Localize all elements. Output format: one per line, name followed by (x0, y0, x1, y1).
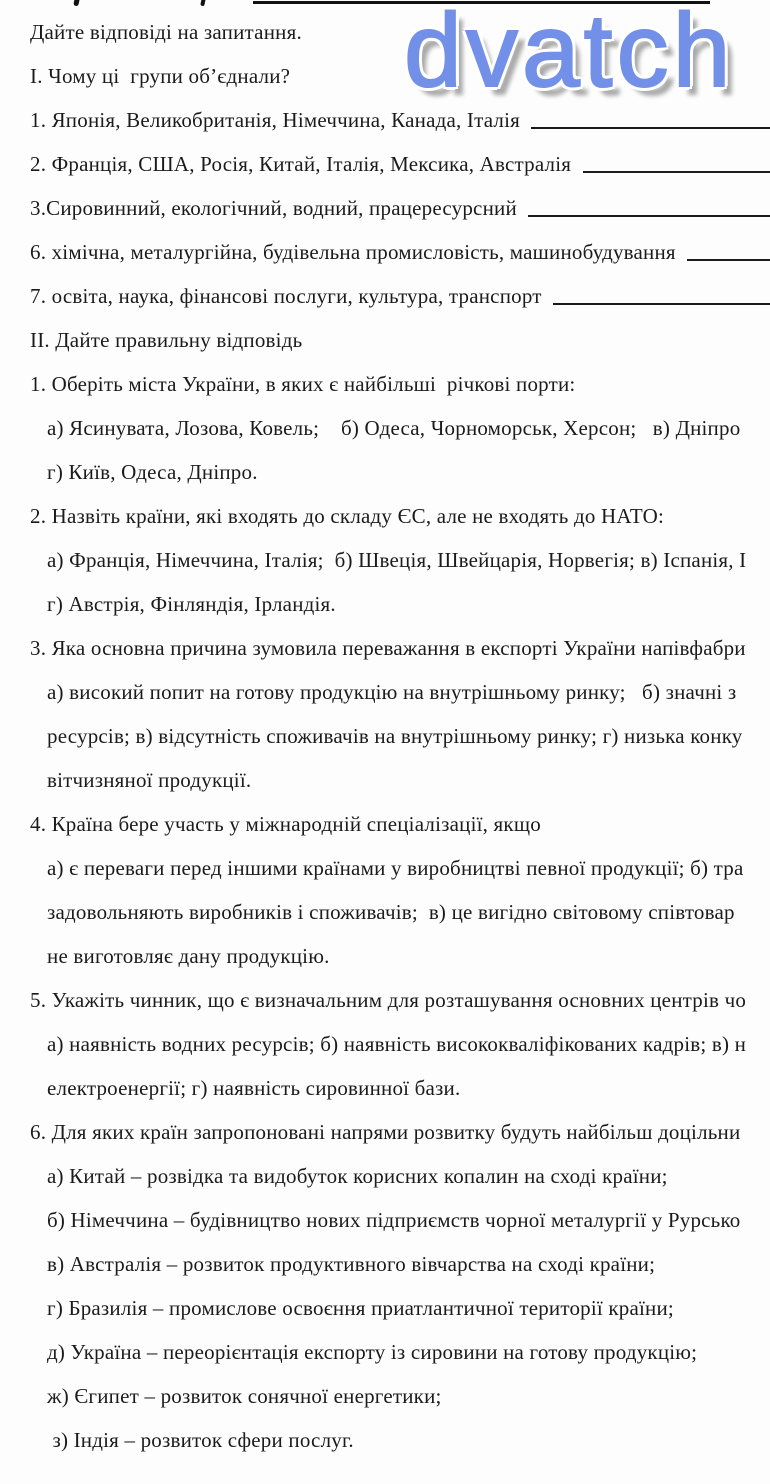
answer-blank-line (553, 303, 770, 305)
part2-q4-options-line3 (0, 934, 770, 978)
part2-q4 (0, 802, 770, 846)
answer-blank-line (687, 259, 770, 261)
line-text: 2. Франція, США, Росія, Китай, Італія, Мексика, Австралія (30, 151, 577, 176)
part2-q1 (0, 362, 770, 406)
part2-q1-option-g (0, 450, 770, 494)
part2-q6-option-a (0, 1154, 770, 1198)
part2-q3-options-line3 (0, 758, 770, 802)
line-text: 1. Японія, Великобританія, Німеччина, Канада, Італія (30, 107, 526, 132)
part2-q6-option-g (0, 1286, 770, 1330)
line-text: 2. Назвіть країни, які входять до складу ЄС, але не входять до НАТО: (30, 503, 665, 528)
part2-q3 (0, 626, 770, 670)
cutoff-text-fragment (200, 0, 206, 6)
part2-q3-options-line2 (0, 714, 770, 758)
part2-q5 (0, 978, 770, 1022)
line-text: 7. освіта, наука, фінансові послуги, культура, транспорт (30, 283, 548, 308)
line-text: задовольняють виробників і споживачів; в) це вигідно світовому співтовар (47, 899, 735, 924)
part2-q4-options-line1 (0, 846, 770, 890)
answer-blank-line (583, 171, 770, 173)
line-text: 6. Для яких країн запропоновані напрями розвитку будуть найбільш доцільни (30, 1119, 741, 1144)
line-text: г) Австрія, Фінляндія, Ірландія. (47, 591, 336, 616)
line-text: ресурсів; в) відсутність споживачів на внутрішньому ринку; г) низька конку (47, 723, 743, 748)
line-text: з) Індія – розвиток сфери послуг. (47, 1427, 354, 1452)
part1-item-7 (0, 274, 770, 318)
line-text: І. Чому ці групи об’єднали? (30, 63, 291, 88)
line-text: а) Китай – розвідка та видобуток корисних копалин на сході країни; (47, 1163, 668, 1188)
line-text: а) Франція, Німеччина, Італія; б) Швеція, Швейцарія, Норвегія; в) Іспанія, І (47, 547, 747, 572)
part2-q6 (0, 1110, 770, 1154)
cutoff-text-fragment (73, 0, 80, 6)
watermark-text: dvatch (404, 0, 735, 109)
part1-heading (0, 54, 770, 98)
part2-q6-option-v (0, 1242, 770, 1286)
line-text: не виготовляє дану продукцію. (47, 943, 330, 968)
line-text: а) Ясинувата, Лозова, Ковель; б) Одеса, Чорноморськ, Херсон; в) Дніпро (47, 415, 741, 440)
line-text: г) Київ, Одеса, Дніпро. (47, 459, 258, 484)
part2-q2-option-g (0, 582, 770, 626)
line-text: а) є переваги перед іншими країнами у виробництві певної продукції; б) тра (47, 855, 744, 880)
answer-blank-line (531, 127, 770, 129)
part2-q6-option-zh (0, 1374, 770, 1418)
part2-q5-options-line2 (0, 1066, 770, 1110)
part2-q6-option-b (0, 1198, 770, 1242)
line-text: а) наявність водних ресурсів; б) наявність висококваліфікованих кадрів; в) н (47, 1031, 747, 1056)
part1-item-1 (0, 98, 770, 142)
line-text: 3. Яка основна причина зумовила переважання в експорті України напівфабри (30, 635, 746, 660)
line-text: Дайте відповіді на запитання. (30, 19, 302, 44)
line-text: 3.Сировинний, екологічний, водний, працересурсний (30, 195, 523, 220)
line-text: г) Бразилія – промислове освоєння приатлантичної території країни; (47, 1295, 674, 1320)
line-text: електроенергії; г) наявність сировинної бази. (47, 1075, 461, 1100)
line-text: а) високий попит на готову продукцію на внутрішньому ринку; б) значні з (47, 679, 737, 704)
line-text: 1. Оберіть міста України, в яких є найбільші річкові порти: (30, 371, 576, 396)
part2-q5-options-line1 (0, 1022, 770, 1066)
part2-q2 (0, 494, 770, 538)
part2-q3-options-line1 (0, 670, 770, 714)
part2-q1-options-a-b-v (0, 406, 770, 450)
part2-q2-options-a-b-v (0, 538, 770, 582)
document-page (0, 10, 770, 1462)
part1-item-3 (0, 186, 770, 230)
line-text: 4. Країна бере участь у міжнародній спеціалізації, якщо (30, 811, 541, 836)
answer-blank-line (528, 215, 770, 217)
line-text: в) Австралія – розвиток продуктивного вівчарства на сході країни; (47, 1251, 656, 1276)
line-text: ж) Єгипет – розвиток сонячної енергетики; (47, 1383, 442, 1408)
line-text: 5. Укажіть чинник, що є визначальним для розташування основних центрів чо (30, 987, 747, 1012)
line-text: б) Німеччина – будівництво нових підприємств чорної металургії у Рурсько (47, 1207, 741, 1232)
part2-q6-option-d (0, 1330, 770, 1374)
part2-q4-options-line2 (0, 890, 770, 934)
part2-heading (0, 318, 770, 362)
line-text: вітчизняної продукції. (47, 767, 252, 792)
line-text: ІІ. Дайте правильну відповідь (30, 327, 303, 352)
line-text: 6. хімічна, металургійна, будівельна промисловість, машинобудування (30, 239, 682, 264)
line-text: д) Україна – переорієнтація експорту із сировини на готову продукцію; (47, 1339, 698, 1364)
part1-item-2 (0, 142, 770, 186)
part2-q6-option-z (0, 1418, 770, 1462)
intro-instruction (0, 10, 770, 54)
part1-item-6 (0, 230, 770, 274)
